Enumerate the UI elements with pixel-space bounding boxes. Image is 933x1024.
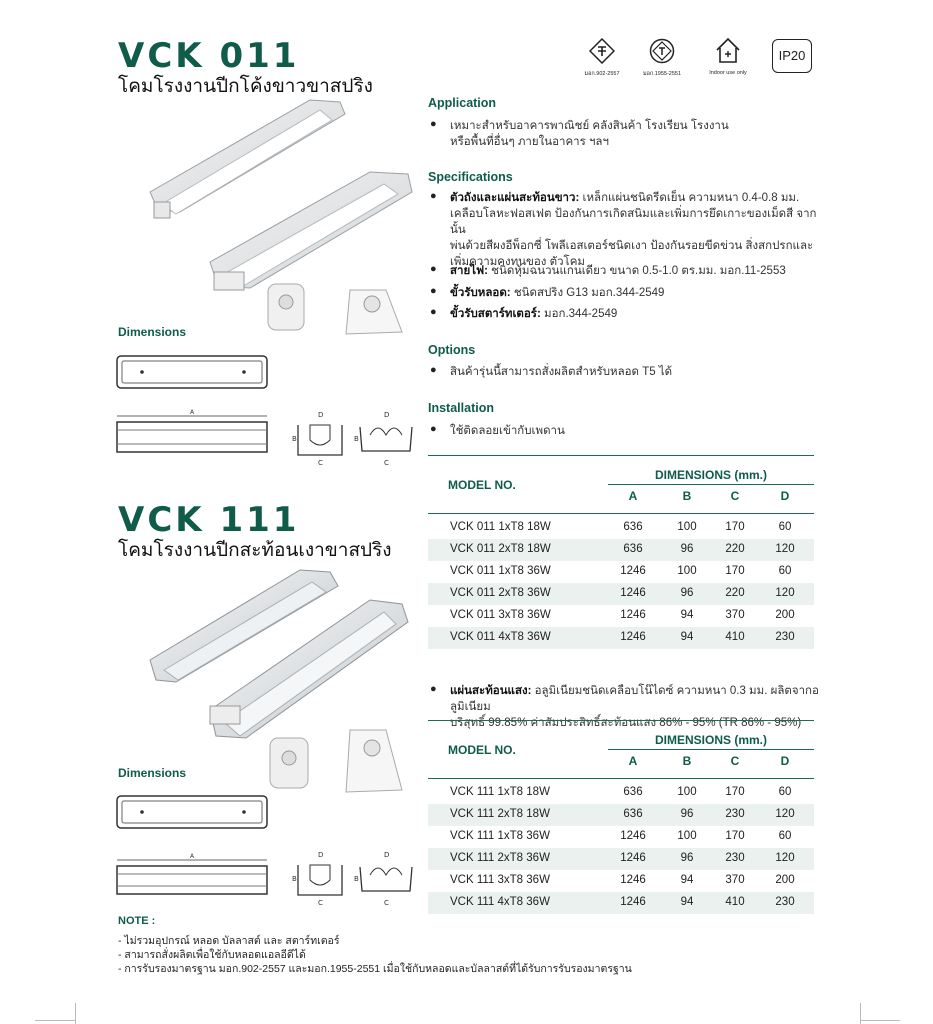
table-row xyxy=(428,561,814,583)
model-cell: VCK 011 3xT8 36W xyxy=(450,609,551,621)
dim-d-cell: 120 xyxy=(775,543,795,555)
model-cell: VCK 111 1xT8 36W xyxy=(450,830,550,842)
application-line: เหมาะสำหรับอาคารพาณิชย์ คลังสินค้า โรงเรียน โรงงาน xyxy=(450,120,729,132)
dim-b-cell: 100 xyxy=(677,565,697,577)
note-line: - การรับรองมาตรฐาน มอก.902-2557 และมอก.1955-2551 เมื่อใช้กับหลอดและบัลลาสต์ที่ได้รับการรับรองมาตรฐาน xyxy=(118,963,632,975)
dim-d-label: D xyxy=(384,851,390,859)
installation-text: ใช้ติดลอยเข้ากับเพดาน xyxy=(450,425,565,437)
product2-model-title: VCK 111 xyxy=(118,500,300,540)
application-heading: Application xyxy=(428,96,497,110)
tis-standard-mark xyxy=(584,38,620,78)
dim-a-cell: 1246 xyxy=(620,587,646,599)
dim-b-cell: 96 xyxy=(680,852,694,864)
bullet-icon: ● xyxy=(430,118,437,130)
dim-b-cell: 100 xyxy=(677,786,697,798)
dim-b-cell: 100 xyxy=(677,830,697,842)
table-row xyxy=(428,539,814,561)
dim-c-cell: 230 xyxy=(725,808,745,820)
dim-d-cell: 230 xyxy=(775,631,795,643)
application-line: หรือพื้นที่อื่นๆ ภายในอาคาร ฯลฯ xyxy=(450,136,609,148)
dim-b-cell: 94 xyxy=(680,609,694,621)
indoor-house-icon xyxy=(713,36,743,64)
dim-a-cell: 636 xyxy=(623,543,643,555)
dim-c-cell: 410 xyxy=(725,896,745,908)
bullet-icon: ● xyxy=(430,285,437,297)
col-b-header: B xyxy=(682,754,692,768)
dim-b-label: B xyxy=(354,875,359,883)
reflector-text: บริสุทธิ์ 99.85% ค่าสัมประสิทธิ์สะท้อนแสง 86% - 95% (TR 86% - 95%) xyxy=(450,717,802,729)
model-column-header: MODEL NO. xyxy=(448,478,516,492)
dim-a-cell: 1246 xyxy=(620,852,646,864)
model-cell: VCK 011 2xT8 18W xyxy=(450,543,551,555)
dim-a-label: A xyxy=(190,853,195,860)
model-cell: VCK 011 1xT8 18W xyxy=(450,521,551,533)
dim-c-cell: 170 xyxy=(725,830,745,842)
crop-mark xyxy=(860,1020,900,1021)
dim-b-cell: 94 xyxy=(680,896,694,908)
dimensions-header: DIMENSIONS (mm.) xyxy=(654,733,767,747)
col-c-header: C xyxy=(730,489,740,503)
spec-lampholder-text: ชนิดสปริง G13 มอก.344-2549 xyxy=(510,287,665,299)
bullet-icon: ● xyxy=(430,683,437,695)
dim-a-cell: 636 xyxy=(623,786,643,798)
table-row xyxy=(428,804,814,826)
spec-lampholder-item xyxy=(428,285,823,301)
dim-c-cell: 170 xyxy=(725,521,745,533)
spec-wire-text: ชนิดหุ้มฉนวนแกนเดียว ขนาด 0.5-1.0 ตร.มม. มอก.11-2553 xyxy=(487,265,786,277)
model-cell: VCK 111 4xT8 36W xyxy=(450,896,550,908)
model-cell: VCK 111 3xT8 36W xyxy=(450,874,550,886)
dim-c-cell: 220 xyxy=(725,587,745,599)
options-text: สินค้ารุ่นนี้สามารถสั่งผลิตสำหรับหลอด T5 ได้ xyxy=(450,366,673,378)
dim-c-cell: 170 xyxy=(725,786,745,798)
dim-c-cell: 220 xyxy=(725,543,745,555)
product2-section-drawings xyxy=(290,845,420,910)
spec-starter-text: มอก.344-2549 xyxy=(540,308,618,320)
table-row xyxy=(428,517,814,539)
reflector-label: แผ่นสะท้อนแสง: xyxy=(450,685,532,697)
spec-body-text: เหล็กแผ่นชนิดรีดเย็น ความหนา 0.4-0.8 มม. xyxy=(579,192,800,204)
product1-plan-drawing xyxy=(112,350,272,470)
product1-model-title: VCK 011 xyxy=(118,36,300,76)
table-row xyxy=(428,892,814,914)
product1-dimensions-label: Dimensions xyxy=(118,325,187,339)
dim-b-cell: 96 xyxy=(680,587,694,599)
model-cell: VCK 011 4xT8 36W xyxy=(450,631,551,643)
model-cell: VCK 111 2xT8 36W xyxy=(450,852,550,864)
product2-dimensions-table xyxy=(428,720,814,920)
dim-c-label: C xyxy=(384,899,389,907)
installation-item xyxy=(428,423,818,439)
product1-fixture-image xyxy=(140,92,420,342)
dimensions-header: DIMENSIONS (mm.) xyxy=(654,468,767,482)
spec-body-text: เคลือบโลหะฟอสเฟต ป้องกันการเกิดสนิมและเพิ่มการยึดเกาะของเม็ดสี จากนั้น xyxy=(450,208,817,236)
dim-d-cell: 60 xyxy=(778,786,792,798)
model-cell: VCK 111 1xT8 18W xyxy=(450,786,550,798)
dim-b-cell: 96 xyxy=(680,808,694,820)
options-item xyxy=(428,364,818,380)
dim-b-cell: 96 xyxy=(680,543,694,555)
dim-a-cell: 1246 xyxy=(620,874,646,886)
note-heading: NOTE : xyxy=(118,915,156,927)
spec-body-label: ตัวถังและแผ่นสะท้อนขาว: xyxy=(450,192,580,204)
dim-d-cell: 120 xyxy=(775,587,795,599)
table-row xyxy=(428,782,814,804)
dim-b-cell: 94 xyxy=(680,631,694,643)
dim-c-cell: 230 xyxy=(725,852,745,864)
model-cell: VCK 011 2xT8 36W xyxy=(450,587,551,599)
dim-d-cell: 200 xyxy=(775,609,795,621)
product1-section-drawings xyxy=(290,405,420,470)
dim-a-cell: 1246 xyxy=(620,896,646,908)
col-b-header: B xyxy=(682,489,692,503)
tis-safety-mark xyxy=(640,38,684,78)
product2-fixture-image xyxy=(140,560,420,800)
col-c-header: C xyxy=(730,754,740,768)
options-heading: Options xyxy=(428,343,476,357)
dim-c-cell: 410 xyxy=(725,631,745,643)
col-a-header: A xyxy=(628,489,638,503)
dim-d-cell: 200 xyxy=(775,874,795,886)
spec-body-text: เพิ่มความคงทนของ ตัวโคม xyxy=(450,256,585,268)
bullet-icon: ● xyxy=(430,306,437,318)
col-a-header: A xyxy=(628,754,638,768)
dim-a-cell: 1246 xyxy=(620,609,646,621)
table-row xyxy=(428,627,814,649)
ip-rating-badge: IP20 xyxy=(772,39,812,73)
crop-mark xyxy=(75,1003,76,1024)
table-row xyxy=(428,583,814,605)
table-header xyxy=(428,455,814,525)
bullet-icon: ● xyxy=(430,364,437,376)
spec-starter-label: ขั้วรับสตาร์ทเตอร์: xyxy=(450,308,541,320)
spec-starter-item xyxy=(428,306,823,322)
spec-lampholder-label: ขั้วรับหลอด: xyxy=(450,287,511,299)
table-row xyxy=(428,870,814,892)
dim-b-cell: 94 xyxy=(680,874,694,886)
dim-d-label: D xyxy=(318,851,324,859)
note-line: - ไม่รวมอุปกรณ์ หลอด บัลลาสต์ และ สตาร์ทเตอร์ xyxy=(118,935,340,947)
installation-heading: Installation xyxy=(428,401,494,415)
dim-a-cell: 636 xyxy=(623,808,643,820)
bullet-icon: ● xyxy=(430,263,437,275)
reflector-text: อลูมิเนียมชนิดเคลือบโน๊ไดซ์ ความหนา 0.3 มม. ผลิตจากอลูมิเนียม xyxy=(450,685,819,713)
crop-mark xyxy=(35,1020,75,1021)
model-column-header: MODEL NO. xyxy=(448,743,516,757)
dim-d-label: D xyxy=(384,411,390,419)
dim-b-label: B xyxy=(292,875,297,883)
product2-subtitle: โคมโรงงานปีกสะท้อนเงาขาสปริง xyxy=(118,539,392,561)
crop-mark xyxy=(860,1003,861,1024)
dim-a-cell: 1246 xyxy=(620,565,646,577)
spec-body-text: พ่นด้วยสีผงอีพ็อกซี่ โพลีเอสเตอร์ชนิดเงา ป้องกันรอยขีดข่วน สิ่งสกปรกและ xyxy=(450,240,814,252)
dim-a-label: A xyxy=(190,409,195,416)
dim-d-cell: 120 xyxy=(775,852,795,864)
model-cell: VCK 111 2xT8 18W xyxy=(450,808,550,820)
dim-c-cell: 370 xyxy=(725,609,745,621)
product2-dimensions-label: Dimensions xyxy=(118,766,187,780)
bullet-icon: ● xyxy=(430,190,437,202)
table-row xyxy=(428,605,814,627)
cert-caption: Indoor use only xyxy=(709,70,747,76)
dim-c-label: C xyxy=(318,899,323,907)
cert-caption: มอก.1955-2551 xyxy=(642,71,682,77)
specifications-heading: Specifications xyxy=(428,170,513,184)
dim-a-cell: 1246 xyxy=(620,631,646,643)
model-cell: VCK 011 1xT8 36W xyxy=(450,565,551,577)
dim-c-label: C xyxy=(318,459,323,467)
product1-subtitle: โคมโรงงานปีกโค้งขาวขาสปริง xyxy=(118,75,373,97)
product2-plan-drawing xyxy=(112,790,272,910)
dim-c-label: C xyxy=(384,459,389,467)
dim-c-cell: 370 xyxy=(725,874,745,886)
spec-wire-item xyxy=(428,263,823,279)
col-d-header: D xyxy=(780,754,790,768)
col-d-header: D xyxy=(780,489,790,503)
spec-wire-label: สายไฟ: xyxy=(450,265,488,277)
dim-c-cell: 170 xyxy=(725,565,745,577)
dim-d-cell: 120 xyxy=(775,808,795,820)
dim-d-cell: 60 xyxy=(778,565,792,577)
dim-b-cell: 100 xyxy=(677,521,697,533)
dim-d-cell: 230 xyxy=(775,896,795,908)
dim-a-cell: 1246 xyxy=(620,830,646,842)
table-header xyxy=(428,720,814,790)
product1-dimensions-table xyxy=(428,455,814,655)
cert-caption: มอก.902-2557 xyxy=(584,71,620,77)
dim-b-label: B xyxy=(354,435,359,443)
table-row xyxy=(428,826,814,848)
dim-a-cell: 636 xyxy=(623,521,643,533)
dim-b-label: B xyxy=(292,435,297,443)
dim-d-cell: 60 xyxy=(778,830,792,842)
spec-body-item xyxy=(428,190,823,270)
indoor-use-mark xyxy=(704,36,752,76)
application-item xyxy=(428,118,818,150)
dim-d-cell: 60 xyxy=(778,521,792,533)
bullet-icon: ● xyxy=(430,423,437,435)
dim-d-label: D xyxy=(318,411,324,419)
tis-safety-mark-icon xyxy=(649,38,675,64)
note-line: - สามารถสั่งผลิตเพื่อใช้กับหลอดแอลอีดีได้ xyxy=(118,949,306,961)
table-row xyxy=(428,848,814,870)
tis-standard-mark-icon xyxy=(589,38,615,64)
